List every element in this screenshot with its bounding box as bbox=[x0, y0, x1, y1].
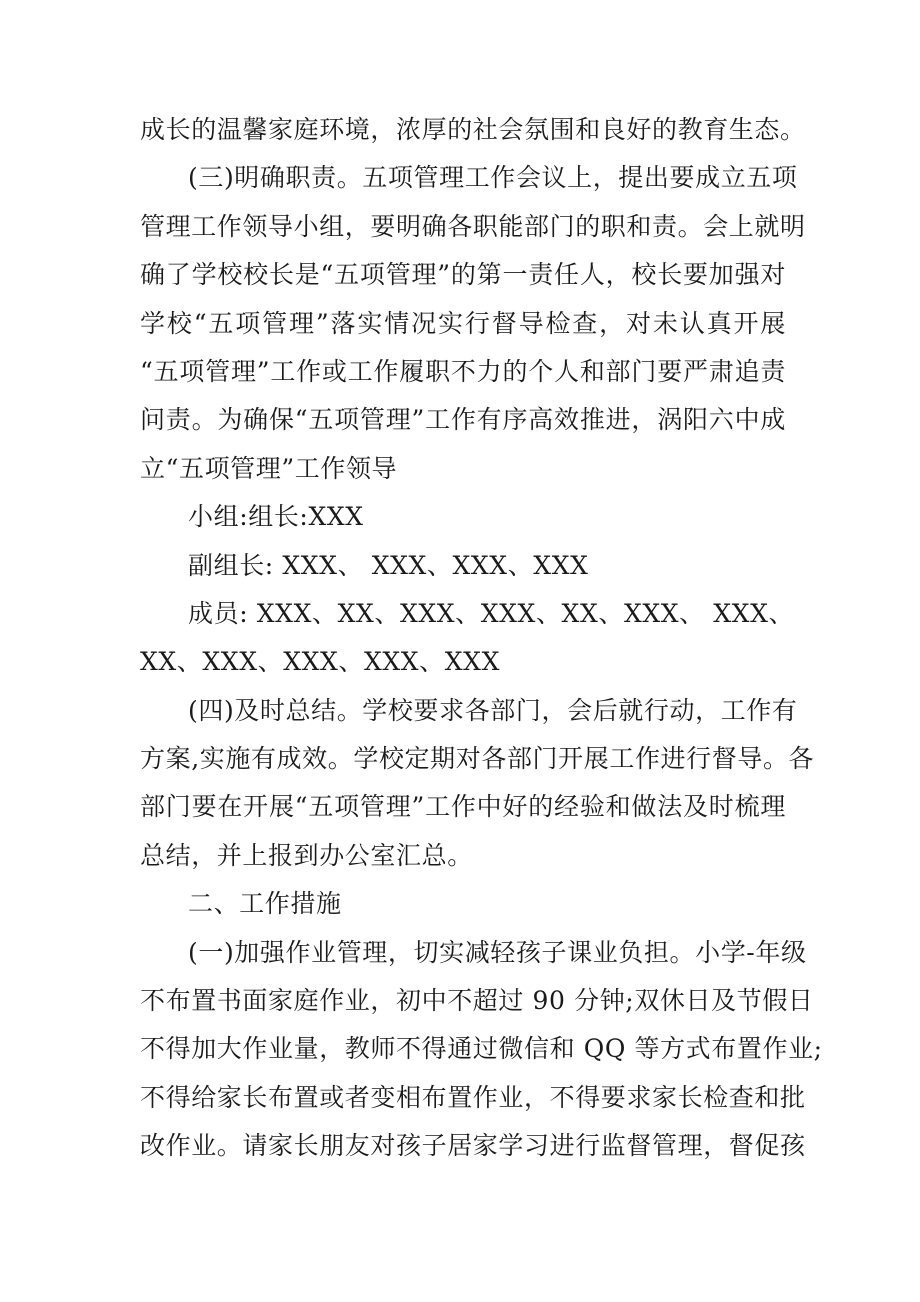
text-line: 部门要在开展“五项管理”工作中好的经验和做法及时梳理 bbox=[140, 792, 786, 822]
text-line: 小组:组长:XXX bbox=[188, 502, 364, 532]
text-line: 方案,实施有成效。学校定期对各部门开展工作进行督导。各 bbox=[140, 744, 815, 774]
text-line: 总结，并上报到办公室汇总。 bbox=[140, 840, 473, 870]
text-line: 问责。为确保“五项管理”工作有序高效推进，涡阳六中成 bbox=[140, 405, 786, 435]
document-body bbox=[140, 106, 823, 1171]
text-line: 不得给家长布置或者变相布置作业，不得要求家长检查和批 bbox=[140, 1082, 806, 1112]
text-line: 二、工作措施 bbox=[188, 889, 342, 919]
text-line: 确了学校校长是“五项管理”的第一责任人，校长要加强对 bbox=[140, 260, 786, 290]
text-line: 成员: XXX、XX、XXX、XXX、XX、XXX、 XXX、 bbox=[188, 598, 795, 628]
text-line: (一)加强作业管理，切实减轻孩子课业负担。小学-年级 bbox=[188, 937, 807, 967]
text-line: (四)及时总结。学校要求各部门，会后就行动，工作有 bbox=[188, 695, 798, 725]
text-line: 成长的温馨家庭环境，浓厚的社会氛围和良好的教育生态。 bbox=[140, 115, 806, 144]
text-line: 改作业。请家长朋友对孩子居家学习进行监督管理，督促孩 bbox=[140, 1131, 806, 1161]
text-line: 学校“五项管理”落实情况实行督导检查，对未认真开展 bbox=[140, 308, 786, 338]
text-line: “五项管理”工作或工作履职不力的个人和部门要严肃追责 bbox=[140, 356, 786, 386]
text-line: 立“五项管理”工作领导 bbox=[140, 453, 398, 483]
text-line: 管理工作领导小组，要明确各职能部门的职和责。会上就明 bbox=[140, 211, 806, 241]
text-line: (三)明确职责。五项管理工作会议上，提出要成立五项 bbox=[188, 163, 798, 193]
text-line: 不得加大作业量，教师不得通过微信和 QQ 等方式布置作业; bbox=[140, 1034, 823, 1064]
text-line: 副组长: XXX、 XXX、XXX、XXX bbox=[188, 550, 589, 580]
text-line: 不布置书面家庭作业，初中不超过 90 分钟;双休日及节假日 bbox=[140, 986, 814, 1016]
text-line: XX、XXX、XXX、XXX、XXX bbox=[140, 647, 500, 677]
